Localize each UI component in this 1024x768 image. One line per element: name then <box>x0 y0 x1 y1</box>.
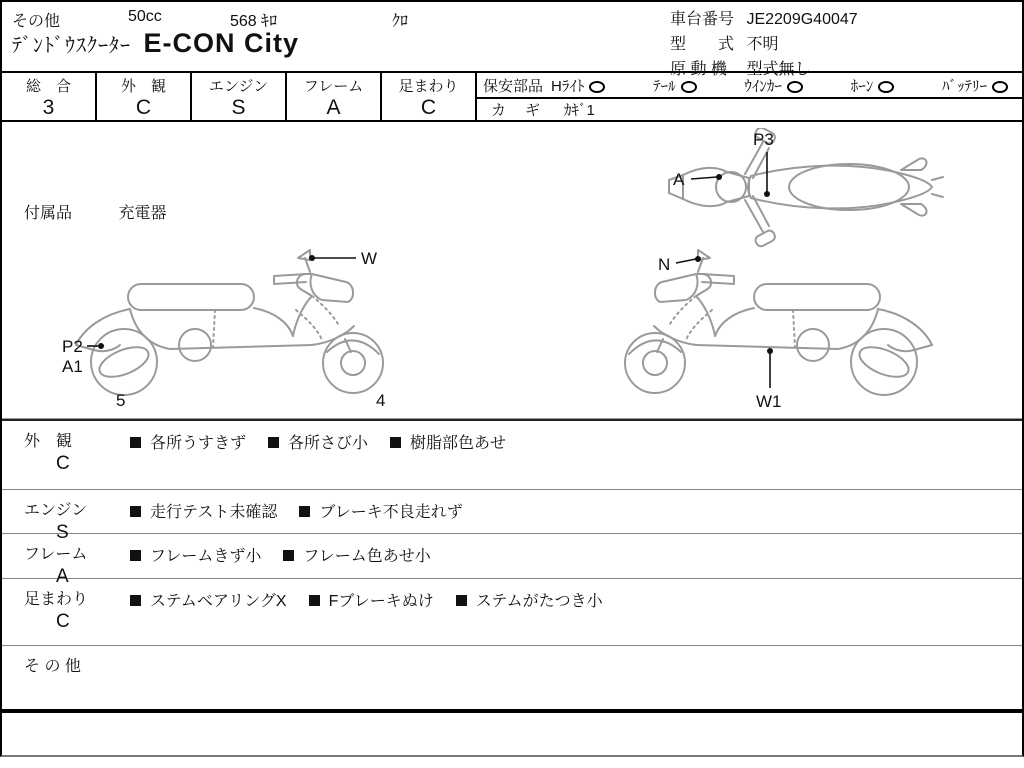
category-label: その他 <box>12 13 61 30</box>
defect-item: フレーム色あせ小 <box>283 543 430 566</box>
section-label-block <box>2 579 130 645</box>
safety-item-headlight: Hﾗｲﾄ <box>551 75 605 96</box>
section-frame <box>2 533 1022 587</box>
model-title <box>12 28 299 59</box>
section-items <box>130 421 1022 489</box>
section-items <box>130 646 1022 709</box>
rating-engine <box>192 73 287 120</box>
model-name: E-CON City <box>143 28 299 58</box>
defect-item: ステムベアリングX <box>130 588 287 611</box>
rating-label: フレーム <box>303 78 364 95</box>
chassis-number-value: JE2209G40047 <box>746 11 858 28</box>
section-items <box>130 534 1022 578</box>
status-ok-circle-icon <box>589 81 605 93</box>
rating-frame <box>287 73 382 120</box>
type-value: 不明 <box>746 36 779 53</box>
section-title: 足まわり <box>24 591 89 608</box>
defect-item: Fブレーキぬけ <box>309 588 434 611</box>
status-ok-circle-icon <box>992 81 1008 93</box>
rating-overall <box>2 73 97 120</box>
displacement: 50cc <box>128 8 162 25</box>
bullet-square-icon <box>130 595 141 606</box>
annotation-P2: P2 <box>62 337 83 356</box>
model-kana: ﾃﾞﾝﾄﾞｳｽｸｰﾀｰ <box>12 35 131 57</box>
defect-item: 走行テスト未確認 <box>130 499 277 522</box>
rating-grade: C <box>420 96 437 119</box>
annotation-P3: P3 <box>753 130 774 149</box>
defect-item: フレームきず小 <box>130 543 261 566</box>
section-label-block <box>2 490 130 543</box>
annotation-A: A <box>673 170 685 189</box>
section-other <box>2 645 1022 713</box>
accessories-value: 充電器 <box>118 205 167 222</box>
bullet-square-icon <box>299 506 310 517</box>
section-grade: C <box>56 453 70 474</box>
bullet-square-icon <box>130 506 141 517</box>
section-label-block <box>2 534 130 587</box>
section-items <box>130 490 1022 533</box>
annotation-4: 4 <box>376 391 386 410</box>
section-title: 外 観 <box>24 433 73 450</box>
section-items <box>130 579 1022 645</box>
section-label-block <box>2 646 130 709</box>
type-label: 型 式 <box>670 36 735 53</box>
annotation-A1: A1 <box>62 357 83 376</box>
bullet-square-icon <box>283 550 294 561</box>
accessories-label: 付属品 <box>24 205 73 222</box>
section-exterior <box>2 419 1022 489</box>
rating-grade: 3 <box>42 96 55 119</box>
accessories-line <box>24 200 166 223</box>
engine-value: 型式無し <box>746 61 811 78</box>
bullet-square-icon <box>456 595 467 606</box>
section-undercarriage <box>2 578 1022 645</box>
rating-label: 外 観 <box>120 78 166 95</box>
safety-item-battery: ﾊﾞｯﾃﾘｰ <box>942 75 1008 96</box>
rating-grade: A <box>326 96 341 119</box>
section-title: そ の 他 <box>24 658 81 675</box>
key-row <box>477 99 1022 120</box>
rating-label: 総 合 <box>25 78 71 95</box>
section-title: エンジン <box>24 502 88 519</box>
section-grade: A <box>56 566 69 587</box>
section-title: フレーム <box>24 546 88 563</box>
section-grade: C <box>56 611 70 632</box>
status-ok-circle-icon <box>681 81 697 93</box>
key-value: ｶｷﾞ1 <box>564 102 595 119</box>
rating-grade: C <box>135 96 152 119</box>
rating-grade: S <box>231 96 246 119</box>
safety-item-taillight: ﾃｰﾙ <box>653 75 697 96</box>
annotation-W1: W1 <box>756 392 782 410</box>
header <box>2 2 1022 78</box>
status-ok-circle-icon <box>878 81 894 93</box>
mileage: 568 ｷﾛ <box>230 13 278 30</box>
defect-item: 樹脂部色あせ <box>390 430 506 453</box>
defect-item: ブレーキ不良走れず <box>299 499 462 522</box>
bullet-square-icon <box>130 437 141 448</box>
status-ok-circle-icon <box>787 81 803 93</box>
defect-item: 各所さび小 <box>268 430 368 453</box>
scooter-right-side-view-diagram <box>618 246 948 410</box>
scooter-left-side-view-diagram <box>60 246 390 410</box>
bullet-square-icon <box>309 595 320 606</box>
body-color: ｸﾛ <box>392 13 409 30</box>
defect-item: 各所うすきず <box>130 430 246 453</box>
rating-label: 足まわり <box>398 78 459 95</box>
damage-diagram-area <box>2 122 1022 419</box>
section-grade: S <box>56 522 69 543</box>
vehicle-id-block <box>670 7 858 82</box>
annotation-W: W <box>361 249 378 268</box>
scooter-top-view-diagram <box>647 128 947 248</box>
bullet-square-icon <box>268 437 279 448</box>
rating-exterior <box>97 73 192 120</box>
annotation-5: 5 <box>116 391 126 410</box>
bullet-square-icon <box>130 550 141 561</box>
engine-label: 原 動 機 <box>670 61 727 78</box>
section-label-block <box>2 421 130 489</box>
defect-item: ステムがたつき小 <box>456 588 603 611</box>
rating-undercarriage <box>382 73 477 120</box>
chassis-number-label: 車台番号 <box>670 11 735 28</box>
key-label: カ ギ <box>491 102 543 119</box>
safety-item-horn: ﾎｰﾝ <box>851 75 895 96</box>
safety-parts-label: 保安部品 <box>483 77 544 95</box>
ratings-bar <box>2 73 1022 122</box>
annotation-N: N <box>658 255 671 274</box>
footer-empty-row <box>2 713 1022 747</box>
bullet-square-icon <box>390 437 401 448</box>
rating-label: エンジン <box>208 78 269 95</box>
safety-item-winker: ｳｲﾝｶｰ <box>744 75 803 96</box>
section-engine <box>2 489 1022 543</box>
